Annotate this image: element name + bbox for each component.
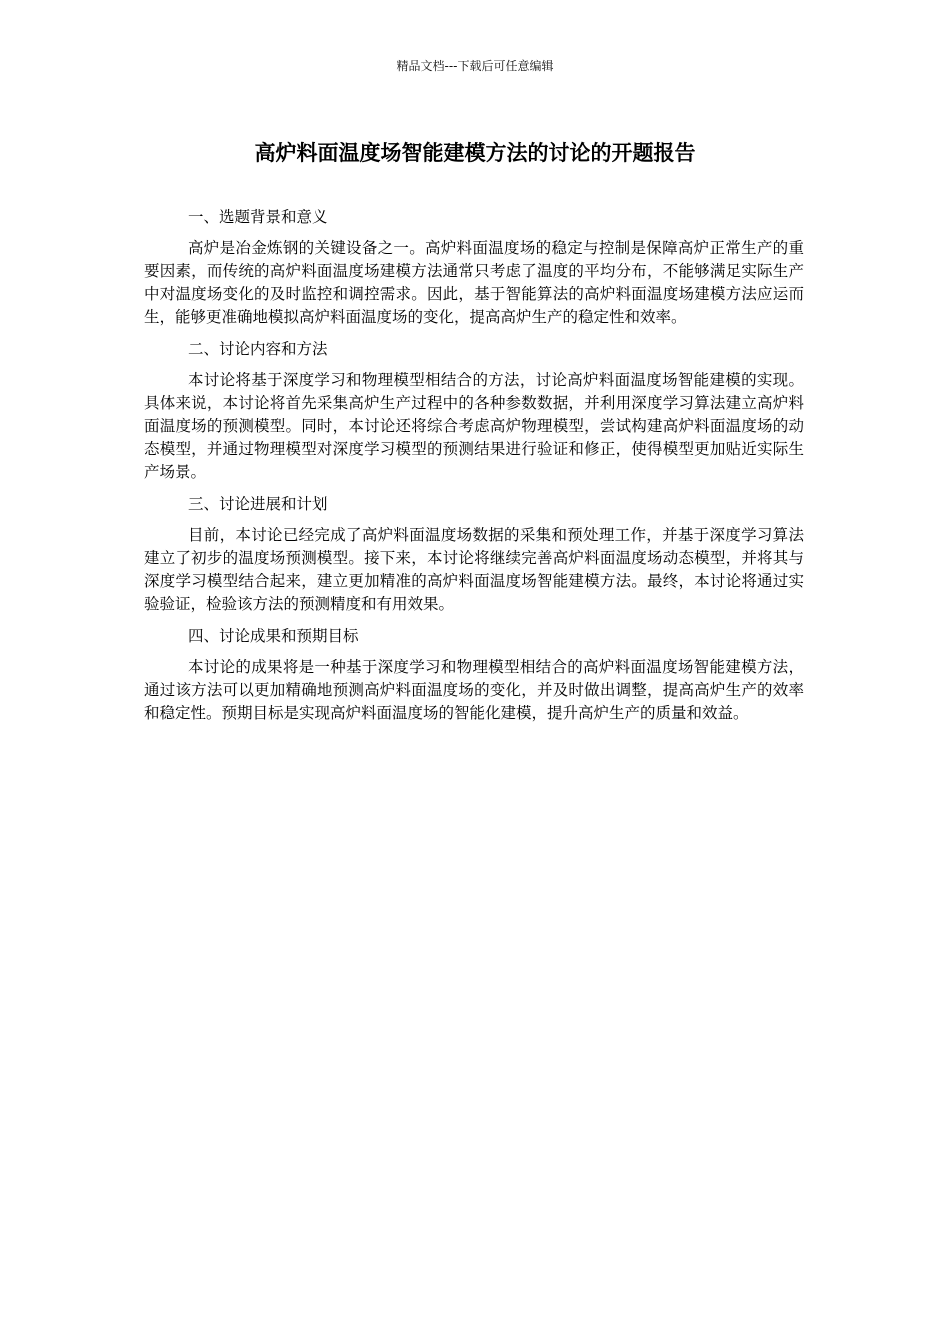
document-title: 高炉料面温度场智能建模方法的讨论的开题报告 xyxy=(254,141,696,165)
section-paragraph: 高炉是冶金炼钢的关键设备之一。高炉料面温度场的稳定与控制是保障高炉正常生产的重要因素，而传统的高炉料面温度场建模方法通常只考虑了温度的平均分布，不能够满足实际生产中对温度场变化的及时监控和调控需求。因此，基于智能算法的高炉料面温度场建模方法应运而生，能够更准确地模拟高炉料面温度场的变化，提高高炉生产的稳定性和效率。 xyxy=(144,239,804,326)
section-paragraph: 目前，本讨论已经完成了高炉料面温度场数据的采集和预处理工作，并基于深度学习算法建立了初步的温度场预测模型。接下来，本讨论将继续完善高炉料面温度场动态模型，并将其与深度学习模型结合起来，建立更加精准的高炉料面温度场智能建模方法。最终，本讨论将通过实验验证，检验该方法的预测精度和有用效果。 xyxy=(144,526,804,613)
section-background xyxy=(144,206,804,329)
section-heading: 四、讨论成果和预期目标 xyxy=(188,627,359,645)
section-progress-plan xyxy=(144,493,804,616)
section-results-goals xyxy=(144,625,804,725)
section-heading: 二、讨论内容和方法 xyxy=(188,340,328,358)
section-content-method xyxy=(144,338,804,484)
section-paragraph: 本讨论将基于深度学习和物理模型相结合的方法，讨论高炉料面温度场智能建模的实现。具体来说，本讨论将首先采集高炉生产过程中的各种参数数据，并利用深度学习算法建立高炉料面温度场的预测模型。同时，本讨论还将综合考虑高炉物理模型，尝试构建高炉料面温度场的动态模型，并通过物理模型对深度学习模型的预测结果进行验证和修正，使得模型更加贴近实际生产场景。 xyxy=(144,371,804,481)
page-header-note: 精品文档---下载后可任意编辑 xyxy=(396,59,554,73)
section-heading: 一、选题背景和意义 xyxy=(188,208,328,226)
section-heading: 三、讨论进展和计划 xyxy=(188,495,328,513)
section-paragraph: 本讨论的成果将是一种基于深度学习和物理模型相结合的高炉料面温度场智能建模方法，通过该方法可以更加精确地预测高炉料面温度场的变化，并及时做出调整，提高高炉生产的效率和稳定性。预期目标是实现高炉料面温度场的智能化建模，提升高炉生产的质量和效益。 xyxy=(144,658,804,722)
document-body xyxy=(144,206,804,734)
